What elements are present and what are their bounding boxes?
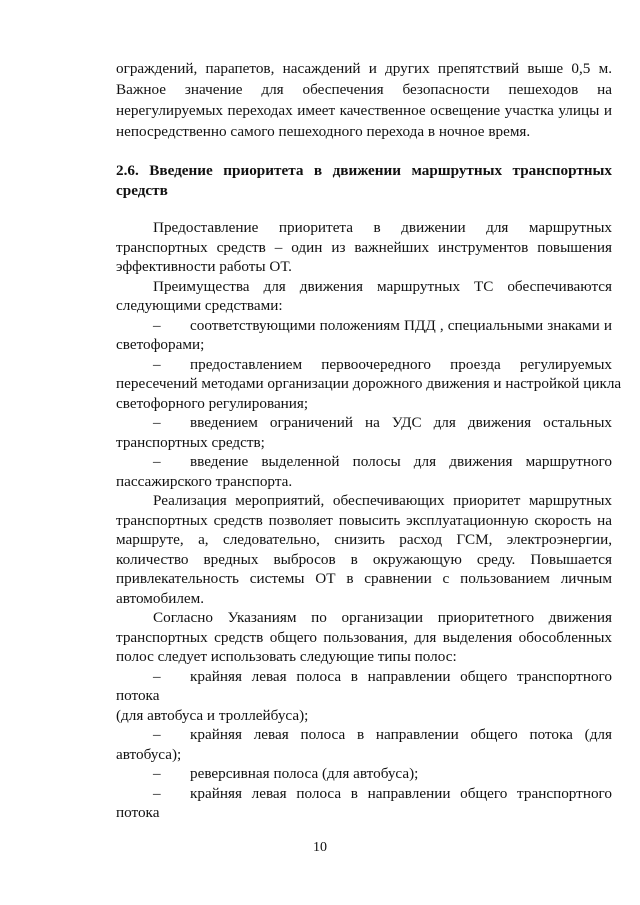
list-item-cont: автобуса); [116,746,182,763]
list-item: крайняя левая полоса в направлении общего транспортного [190,668,612,685]
list-item-cont: светофорного регулирования; [116,395,309,412]
paragraph-line: нерегулируемых переходах имеет качественное освещение участка улицы и [116,102,612,119]
section-heading-cont: средств [116,182,168,199]
list-dash: – [153,453,161,470]
list-item: соответствующими положениям ПДД , специальными знаками и [190,317,612,334]
paragraph-line: следующими средствами: [116,297,283,314]
list-item-cont: пересечений методами организации дорожного движения и настройкой цикла [116,375,622,392]
paragraph-line: количество вредных выбросов в окружающую среду. Повышается [116,551,612,568]
paragraph-line: Согласно Указаниям по организации приоритетного движения [153,609,612,626]
list-dash: – [153,726,161,743]
list-item: крайняя левая полоса в направлении общего потока (для [190,726,612,743]
list-item: реверсивная полоса (для автобуса); [190,765,419,782]
paragraph-line: ограждений, парапетов, насаждений и других препятствий выше 0,5 м. [116,60,612,77]
list-dash: – [153,765,161,782]
section-heading: 2.6. Введение приоритета в движении маршрутных транспортных [116,162,612,179]
paragraph-line: Важное значение для обеспечения безопасности пешеходов на [116,81,612,98]
list-item-cont: потока [116,687,160,704]
list-item-cont: потока [116,804,160,821]
list-item: введением ограничений на УДС для движения остальных [190,414,612,431]
list-item-cont: светофорами; [116,336,205,353]
list-dash: – [153,356,161,373]
paragraph-line: автомобилем. [116,590,205,607]
list-dash: – [153,785,161,802]
paragraph-line: Предоставление приоритета в движении для маршрутных [153,219,612,236]
paragraph-line: транспортных средств общего пользования, для выделения обособленных [116,629,612,646]
paragraph-line: маршруте, а, следовательно, снизить расход ГСМ, электроэнергии, [116,531,612,548]
list-item: введение выделенной полосы для движения маршрутного [190,453,612,470]
paragraph-line: эффективности работы ОТ. [116,258,292,275]
page-number: 10 [313,840,327,855]
paragraph-line: транспортных средств позволяет повысить эксплуатационную скорость на [116,512,612,529]
paragraph-line: Реализация мероприятий, обеспечивающих приоритет маршрутных [153,492,612,509]
paragraph-line: полос следует использовать следующие типы полос: [116,648,457,665]
paragraph-line: транспортных средств – один из важнейших инструментов повышения [116,239,612,256]
list-dash: – [153,414,161,431]
list-dash: – [153,317,161,334]
list-item-cont: (для автобуса и троллейбуса); [116,707,309,724]
paragraph-line: непосредственно самого пешеходного перехода в ночное время. [116,123,531,140]
list-item-cont: транспортных средств; [116,434,265,451]
paragraph-line: Преимущества для движения маршрутных ТС обеспечиваются [153,278,612,295]
paragraph-line: привлекательность системы ОТ в сравнении с пользованием личным [116,570,612,587]
list-item: крайняя левая полоса в направлении общего транспортного [190,785,612,802]
list-item-cont: пассажирского транспорта. [116,473,293,490]
list-item: предоставлением первоочередного проезда регулируемых [190,356,612,373]
list-dash: – [153,668,161,685]
